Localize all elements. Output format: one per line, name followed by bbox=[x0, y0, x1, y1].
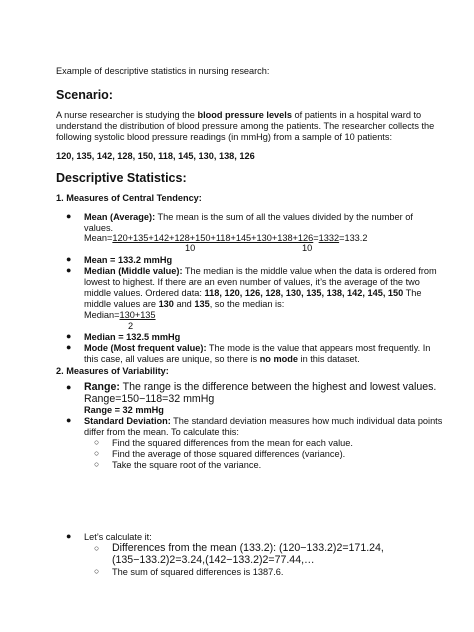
bullet-icon: ● bbox=[66, 331, 72, 341]
scenario-line-2: understand the distribution of blood pressure among the patients. The researcher collects the bbox=[56, 121, 435, 131]
bold-text: no mode bbox=[259, 354, 298, 364]
circle-bullet-icon: ○ bbox=[94, 543, 100, 553]
bold-text: 130 bbox=[158, 299, 174, 309]
numerator: 1332 bbox=[318, 233, 340, 243]
bullet-icon: ● bbox=[66, 531, 72, 541]
text: in this dataset. bbox=[297, 354, 360, 364]
mean-label: Mean (Average): bbox=[84, 212, 156, 222]
sd-line-1 bbox=[84, 416, 442, 427]
text: Mean= bbox=[84, 233, 113, 243]
scenario-line-1 bbox=[56, 110, 421, 121]
text: The range is the difference between the highest and lowest values. bbox=[119, 381, 437, 393]
text: Median= bbox=[84, 310, 120, 320]
bullet-icon: ● bbox=[66, 265, 72, 275]
descriptive-heading: Descriptive Statistics: bbox=[56, 171, 187, 185]
range-result: Range = 32 mmHg bbox=[84, 405, 164, 415]
circle-bullet-icon: ○ bbox=[94, 459, 100, 469]
text: The bbox=[403, 288, 422, 298]
sd-label: Standard Deviation: bbox=[84, 416, 171, 426]
scenario-line-3: following systolic blood pressure readings (in mmHg) from a sample of 10 patients: bbox=[56, 132, 393, 142]
bullet-icon: ● bbox=[66, 342, 72, 352]
mean-denominator: 10 bbox=[185, 243, 196, 253]
circle-bullet-icon: ○ bbox=[94, 448, 100, 458]
mean-line-1 bbox=[84, 212, 413, 223]
range-label: Range: bbox=[84, 381, 120, 393]
bold-text: blood pressure levels bbox=[197, 110, 292, 120]
bullet-icon: ● bbox=[66, 415, 72, 425]
text: A nurse researcher is studying the bbox=[56, 110, 198, 120]
circle-bullet-icon: ○ bbox=[94, 437, 100, 447]
median-line-3 bbox=[84, 288, 421, 299]
circle-bullet-icon: ○ bbox=[94, 566, 100, 576]
ordered-data: 118, 120, 126, 128, 130, 135, 138, 142, 145, 150 bbox=[204, 288, 404, 298]
numerator: 120+135+142+128+150+118+145+130+138+126 bbox=[112, 233, 314, 243]
text: =133.2 bbox=[339, 233, 368, 243]
mode-label: Mode (Most frequent value): bbox=[84, 343, 207, 353]
mean-formula bbox=[84, 233, 367, 244]
median-line-2: lowest to highest. If there are an even number of values, it’s the average of the two bbox=[84, 277, 420, 287]
mean-result: Mean = 133.2 mmHg bbox=[84, 255, 173, 265]
text: , so the median is: bbox=[209, 299, 285, 309]
range-formula: Range=150−118=32 mmHg bbox=[84, 393, 215, 405]
central-tendency-heading: 1. Measures of Central Tendency: bbox=[56, 193, 202, 203]
median-formula bbox=[84, 310, 156, 321]
bold-text: 135 bbox=[194, 299, 210, 309]
intro-line: Example of descriptive statistics in nursing research: bbox=[56, 66, 270, 76]
bullet-icon: ● bbox=[66, 254, 72, 264]
sd-step: Find the average of those squared differences (variance). bbox=[112, 449, 346, 459]
text: and bbox=[173, 299, 195, 309]
text: The mode is the value that appears most frequently. In bbox=[206, 343, 431, 353]
median-line-1 bbox=[84, 266, 437, 277]
text: middle values. Ordered data: bbox=[84, 288, 205, 298]
text: The standard deviation measures how much individual data points bbox=[170, 416, 443, 426]
median-denominator: 2 bbox=[128, 321, 134, 331]
sd-step: Take the square root of the variance. bbox=[112, 460, 262, 470]
readings: 120, 135, 142, 128, 150, 118, 145, 130, 138, 126 bbox=[56, 151, 255, 161]
text: The mean is the sum of all the values divided by the number of bbox=[155, 212, 413, 222]
median-result: Median = 132.5 mmHg bbox=[84, 332, 181, 342]
numerator: 130+135 bbox=[119, 310, 156, 320]
mean-line-2: values. bbox=[84, 223, 114, 233]
text: of patients in a hospital ward to bbox=[291, 110, 422, 120]
mode-line-2 bbox=[84, 354, 360, 365]
variability-heading: 2. Measures of Variability: bbox=[56, 366, 169, 376]
median-label: Median (Middle value): bbox=[84, 266, 183, 276]
calc-intro: Let’s calculate it: bbox=[84, 532, 152, 542]
text: The median is the middle value when the data is ordered from bbox=[182, 266, 437, 276]
range-line bbox=[84, 381, 436, 393]
median-line-4 bbox=[84, 299, 284, 310]
mode-line-1 bbox=[84, 343, 430, 354]
sd-step: Find the squared differences from the mean for each value. bbox=[112, 438, 353, 448]
mean-denominator: 10 bbox=[302, 243, 313, 253]
diff-line-1: Differences from the mean (133.2): (120−133.2)2=171.24, bbox=[112, 542, 384, 554]
sum-line: The sum of squared differences is 1387.6. bbox=[112, 567, 284, 577]
diff-line-2: (135−133.2)2=3.24,(142−133.2)2=77.44,… bbox=[112, 554, 315, 566]
scenario-heading: Scenario: bbox=[56, 88, 113, 102]
sd-line-2: differ from the mean. To calculate this: bbox=[84, 427, 239, 437]
text: this case, all values are unique, so there is bbox=[84, 354, 260, 364]
text: = bbox=[313, 233, 319, 243]
text: middle values are bbox=[84, 299, 159, 309]
bullet-icon: ● bbox=[66, 211, 72, 221]
bullet-icon: ● bbox=[66, 382, 72, 392]
